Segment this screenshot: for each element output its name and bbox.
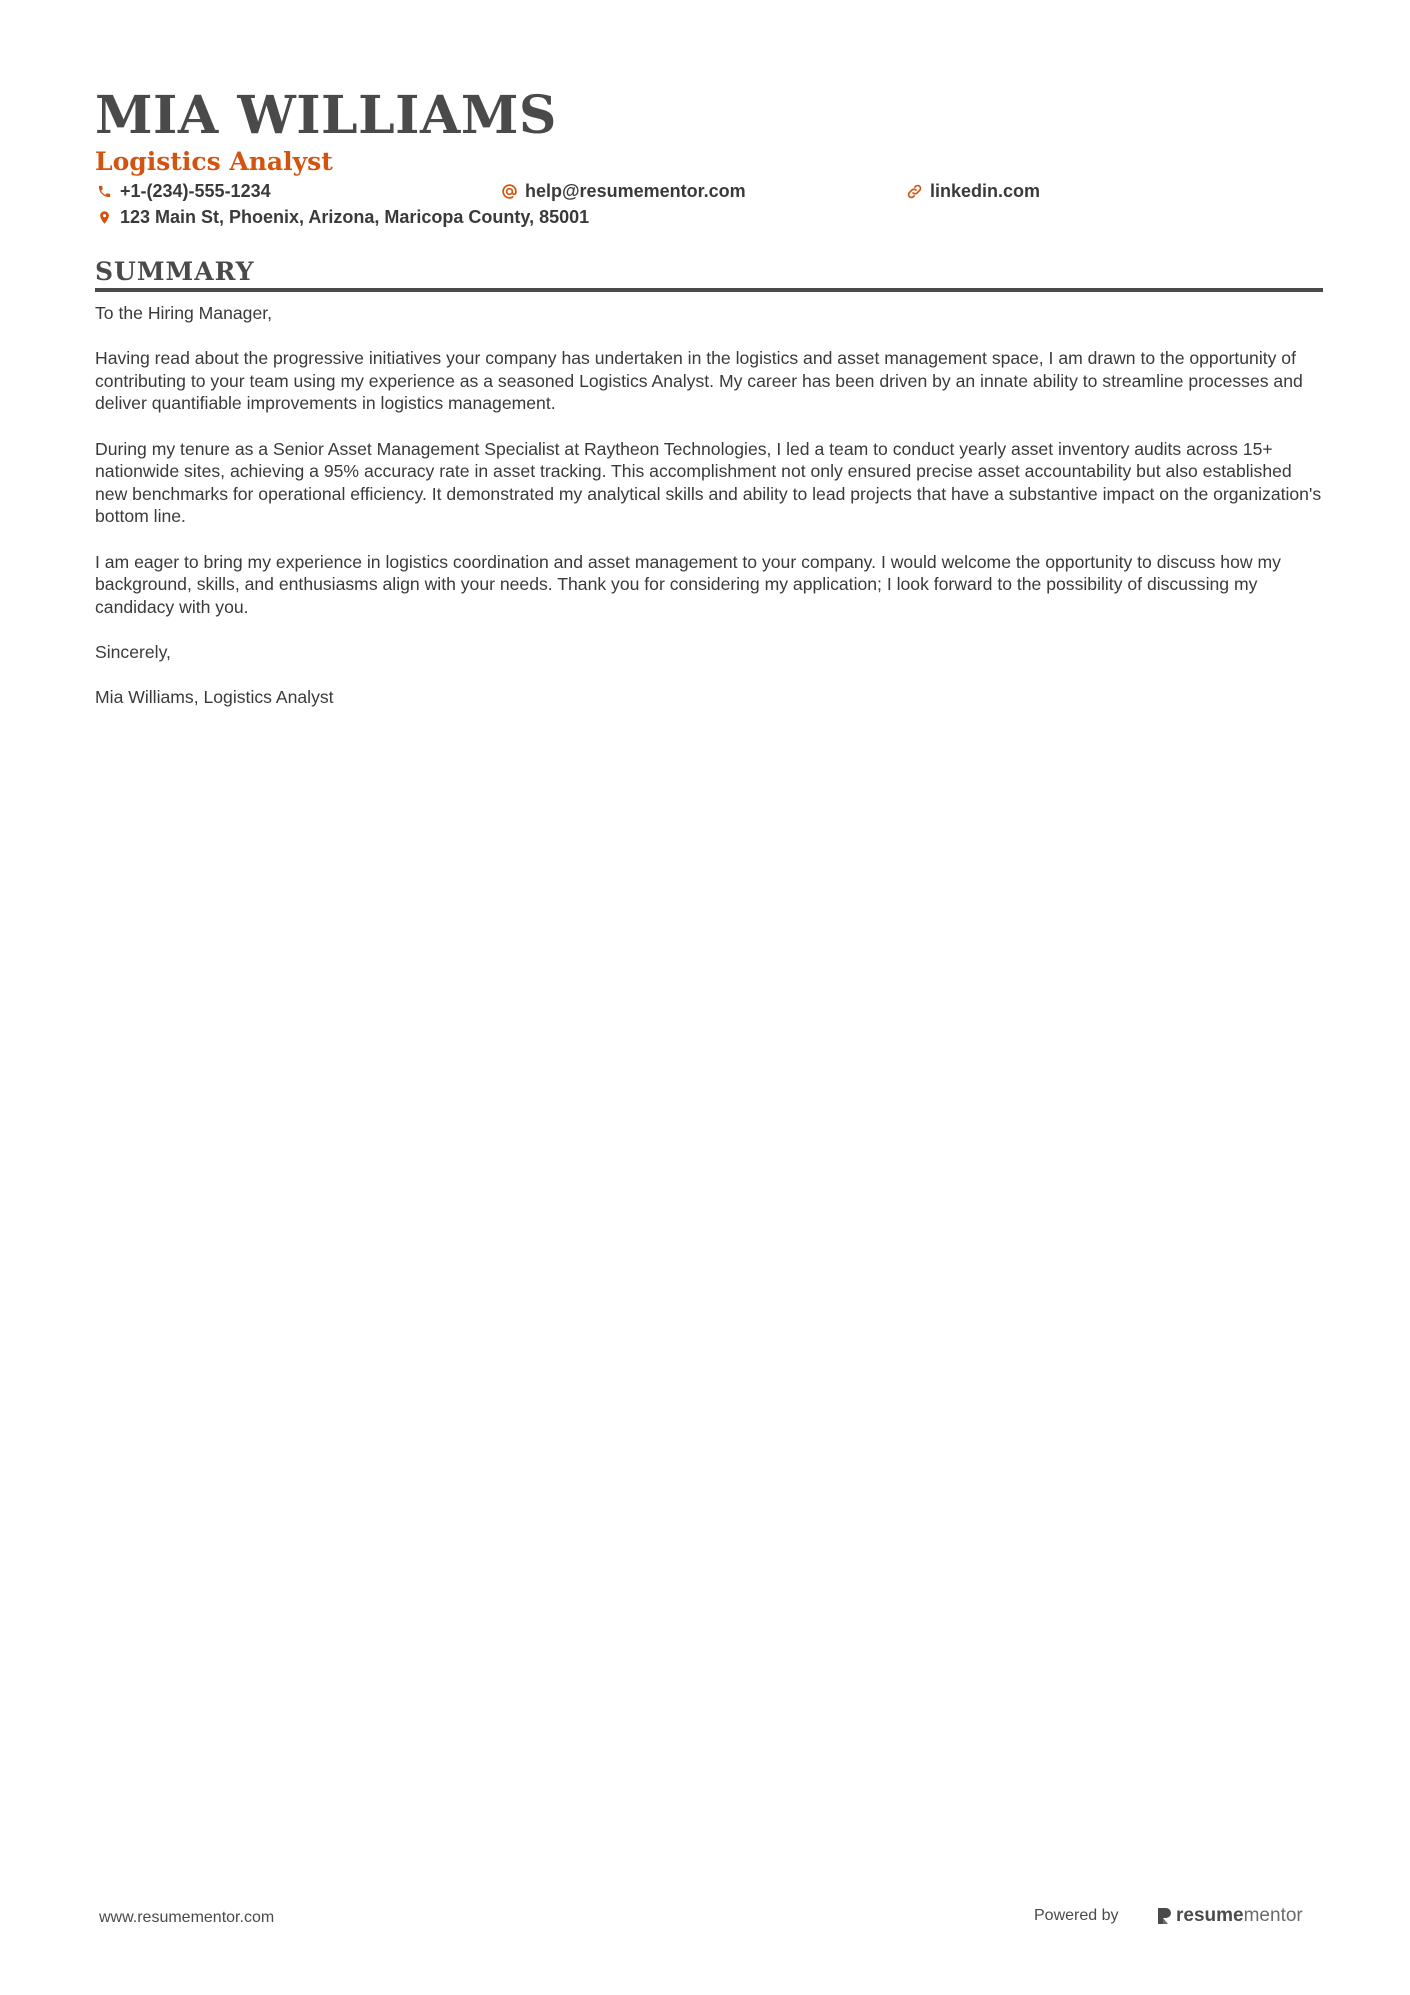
phone-text: +1-(234)-555-1234	[120, 180, 271, 201]
brand-logo[interactable]	[1156, 1905, 1303, 1927]
letter-body	[95, 302, 1323, 709]
letter-paragraph: I am eager to bring my experience in logistics coordination and asset management to your company. I would welcome the opportunity to discuss how my background, skills, and enthusiasms align with your needs. Thank you for considering my application; I look forward to the possibility of discussing my candidacy with you.	[95, 551, 1281, 617]
location-pin-icon	[95, 208, 113, 226]
address-text: 123 Main St, Phoenix, Arizona, Maricopa County, 85001	[120, 206, 590, 227]
footer	[99, 1905, 1319, 1935]
resumementor-logo-icon	[1156, 1906, 1173, 1926]
job-title: Logistics Analyst	[95, 147, 333, 176]
phone-icon	[95, 182, 113, 200]
section-divider	[95, 288, 1323, 292]
footer-url[interactable]: www.resumementor.com	[99, 1909, 275, 1926]
link-icon	[905, 182, 923, 200]
header	[95, 86, 1325, 230]
summary-section	[95, 256, 1323, 731]
contact-row-2	[95, 204, 1325, 230]
salutation: To the Hiring Manager,	[95, 303, 273, 323]
summary-heading: SUMMARY	[95, 257, 255, 286]
email-text: help@resumementor.com	[525, 180, 746, 201]
powered-by-label: Powered by	[1034, 1907, 1119, 1924]
brand-name-strong: resume	[1176, 1905, 1244, 1926]
at-icon	[500, 182, 518, 200]
letter-paragraph: During my tenure as a Senior Asset Management Specialist at Raytheon Technologies, I led a team to conduct yearly asset inventory audits across 15+ nationwide sites, achieving a 95% accuracy rate in asset tracking. This accomplishment not only ensured precise asset accountability but also established new benchmarks for operational efficiency. It demonstrated my analytical skills and ability to lead projects that have a substantive impact on the organization's bottom line.	[95, 438, 1322, 527]
closing: Sincerely,	[95, 641, 171, 662]
contact-email[interactable]	[500, 178, 746, 204]
signature: Mia Williams, Logistics Analyst	[95, 687, 334, 708]
contact-phone[interactable]	[95, 178, 271, 204]
contact-address	[95, 204, 589, 230]
brand-name-light: mentor	[1243, 1905, 1303, 1926]
contact-row-1	[95, 178, 1325, 204]
contact-website[interactable]	[905, 178, 1040, 204]
website-text: linkedin.com	[930, 180, 1041, 201]
candidate-name: MIA WILLIAMS	[95, 85, 557, 146]
letter-paragraph: Having read about the progressive initiatives your company has undertaken in the logistics and asset management space, I am drawn to the opportunity of contributing to your team using my experience as a seasoned Logistics Analyst. My career has been driven by an innate ability to streamline processes and deliver quantifiable improvements in logistics management.	[95, 348, 1303, 414]
